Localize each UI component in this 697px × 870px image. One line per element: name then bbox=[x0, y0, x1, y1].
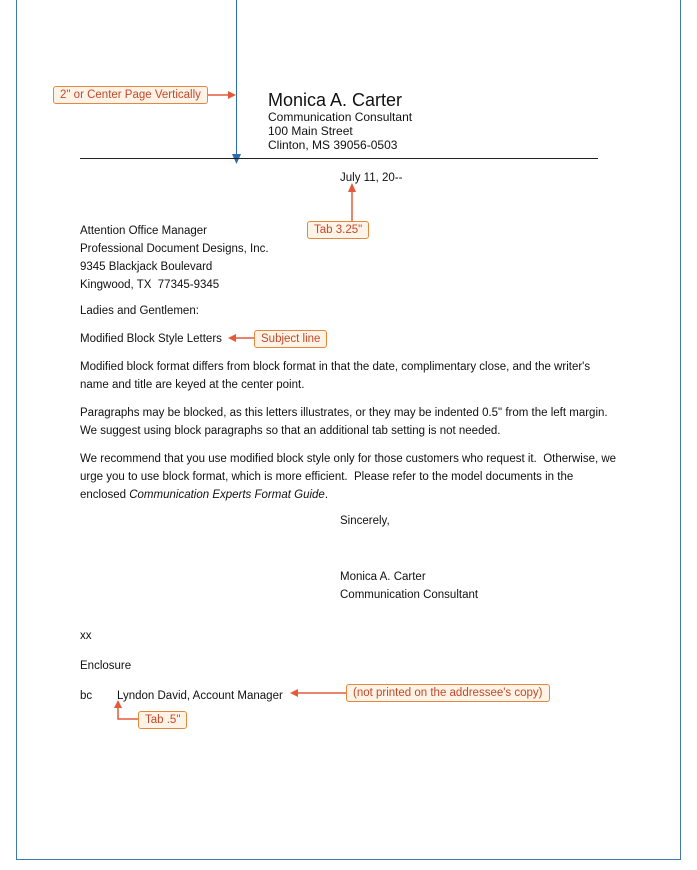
letterhead-name: Monica A. Carter bbox=[268, 90, 403, 110]
vertical-arrowhead bbox=[232, 154, 241, 164]
body-paragraph-1: Modified block format differs from block format in that the date, complimentary close, and the writer's name and title are keyed at the center point. bbox=[80, 361, 591, 391]
bc-recipient: Lyndon David, Account Manager bbox=[117, 690, 283, 702]
inside-address-line: Attention Office Manager bbox=[80, 225, 207, 237]
signature-name: Monica A. Carter bbox=[340, 571, 426, 583]
salutation: Ladies and Gentlemen: bbox=[80, 305, 199, 317]
top-margin-callout: 2" or Center Page Vertically bbox=[53, 86, 208, 104]
letterhead-street: 100 Main Street bbox=[268, 124, 353, 138]
body-paragraph-2: Paragraphs may be blocked, as this letters illustrates, or they may be indented 0.5" from the left margin. We suggest using block paragraphs so that an additional tab setting is not needed. bbox=[80, 407, 608, 437]
letterhead-title: Communication Consultant bbox=[268, 110, 413, 124]
inside-address-line: Kingwood, TX 77345-9345 bbox=[80, 279, 220, 291]
subject-line: Modified Block Style Letters bbox=[80, 333, 222, 345]
enclosure-notation: Enclosure bbox=[80, 660, 132, 672]
bc-label: bc bbox=[80, 690, 93, 702]
paragraph-3-text: We recommend that you use modified block style only for those customers who request it. Otherwise, we urge you to use block format, which is more efficient. Please refer to the model documents in the enclosed bbox=[80, 453, 620, 501]
bc-tab-callout: Tab .5" bbox=[138, 711, 187, 729]
date-tab-callout: Tab 3.25" bbox=[307, 221, 369, 239]
letter-date: July 11, 20-- bbox=[340, 172, 403, 184]
inside-address-line: Professional Document Designs, Inc. bbox=[80, 243, 269, 255]
not-printed-arrowhead bbox=[290, 689, 298, 697]
format-guide-title: Communication Experts Format Guide bbox=[129, 489, 325, 501]
subject-line-callout: Subject line bbox=[254, 330, 327, 348]
letterhead-divider bbox=[80, 158, 598, 159]
complimentary-close: Sincerely, bbox=[340, 515, 390, 527]
letterhead-city: Clinton, MS 39056-0503 bbox=[268, 138, 398, 152]
subject-arrowhead bbox=[228, 334, 236, 342]
top-margin-arrowhead bbox=[228, 91, 236, 99]
inside-address-line: 9345 Blackjack Boulevard bbox=[80, 261, 213, 273]
reference-initials: xx bbox=[80, 630, 92, 642]
signature-title: Communication Consultant bbox=[340, 589, 479, 601]
not-printed-callout: (not printed on the addressee's copy) bbox=[346, 684, 550, 702]
body-paragraph-3 bbox=[80, 450, 620, 504]
paragraph-3-end: . bbox=[324, 489, 329, 501]
